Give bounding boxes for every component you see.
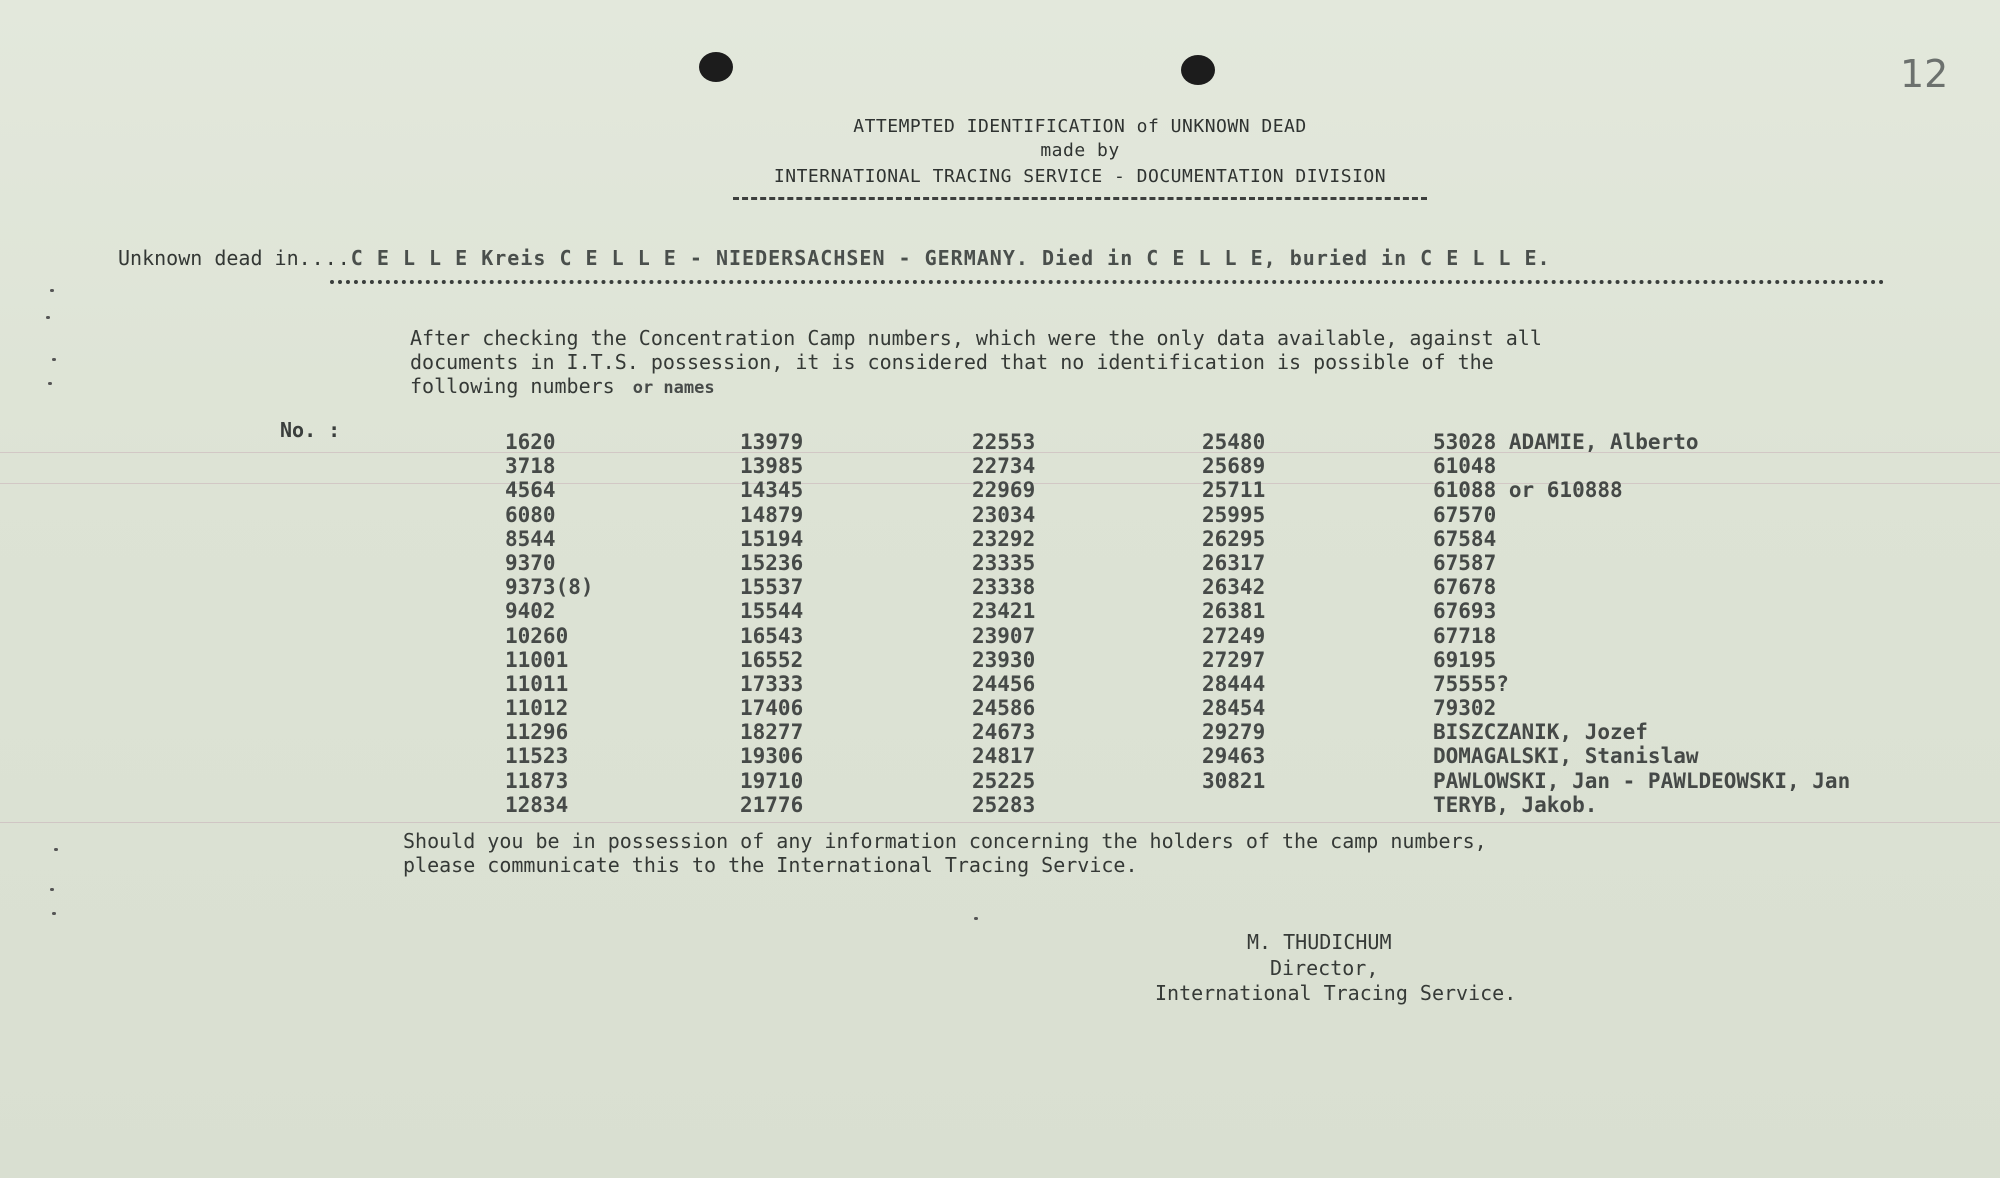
camp-number: 14345 [740,478,804,503]
camp-number-entry: 67693 [1433,599,1497,624]
camp-number: 29279 [1202,720,1266,745]
numbers-names-column-5 [1433,430,1850,817]
unknown-dead-label: Unknown dead in [118,246,299,270]
camp-number: 26317 [1202,550,1266,575]
margin-mark [52,912,56,915]
numbers-column-1 [505,430,594,817]
margin-mark [48,382,52,385]
camp-number-entry: 61088 or 610888 [1433,478,1623,503]
punch-hole-left [699,52,733,82]
signatory-organization: International Tracing Service. [1155,981,1517,1005]
camp-number-entry: 67587 [1433,550,1497,575]
dotted-leader-rule [330,280,1885,284]
name-entry: TERYB, Jakob. [1433,792,1598,817]
unknown-dead-line [118,246,1551,270]
name-entry: DOMAGALSKI, Stanislaw [1433,744,1699,769]
camp-number: 23034 [972,502,1036,527]
camp-number: 13985 [740,454,804,479]
margin-mark [974,917,978,920]
camp-number: 23421 [972,599,1036,624]
numbers-column-4 [1202,430,1265,793]
numbers-column-2 [740,430,803,817]
camp-number: 10260 [505,623,569,648]
unknown-dead-place: C E L L E Kreis C E L L E - NIEDERSACHSEN - GERMANY. Died in C E L L E, buried in C E L L E. [350,246,1551,270]
camp-number: 19710 [740,768,804,793]
camp-number: 26342 [1202,575,1266,600]
camp-number: 11873 [505,768,569,793]
camp-number: 28454 [1202,696,1266,721]
camp-number: 11011 [505,671,569,696]
camp-number: 16543 [740,623,804,648]
camp-number: 24456 [972,671,1036,696]
camp-number: 3718 [505,454,556,479]
camp-number: 15194 [740,526,804,551]
page-number: 12 [1900,52,1949,96]
camp-number: 8544 [505,526,556,551]
name-entry: BISZCZANIK, Jozef [1433,720,1648,745]
camp-number: 11523 [505,744,569,769]
camp-number: 30821 [1202,768,1266,793]
intro-line-2: documents in I.T.S. possession, it is considered that no identification is possible of the [410,350,1494,374]
name-entry: PAWLOWSKI, Jan - PAWLDEOWSKI, Jan [1433,768,1851,793]
signatory-title: Director, [1270,956,1379,980]
camp-number: 1620 [505,430,556,454]
document-organization: INTERNATIONAL TRACING SERVICE - DOCUMENTATION DIVISION [773,166,1387,187]
camp-number: 25480 [1202,430,1266,454]
camp-number: 16552 [740,647,804,672]
camp-number: 17406 [740,696,804,721]
camp-number: 23930 [972,647,1036,672]
numbers-label: No. : [280,418,341,442]
camp-number: 23292 [972,526,1036,551]
camp-number-entry: 75555? [1433,671,1509,696]
camp-number-entry: 67570 [1433,502,1497,527]
title-underline [733,197,1427,200]
camp-number-entry: 67584 [1433,526,1497,551]
camp-number-entry: 67678 [1433,575,1497,600]
camp-number: 9370 [505,550,556,575]
camp-number: 26381 [1202,599,1266,624]
camp-number: 19306 [740,744,804,769]
camp-number: 22969 [972,478,1036,503]
camp-number-entry: 53028 ADAMIE, Alberto [1433,430,1699,454]
camp-number: 24673 [972,720,1036,745]
punch-hole-right [1181,55,1215,85]
camp-number: 17333 [740,671,804,696]
camp-number: 26295 [1202,526,1266,551]
camp-number-entry: 69195 [1433,647,1497,672]
camp-number: 15537 [740,575,804,600]
camp-number: 22734 [972,454,1036,479]
camp-number: 11296 [505,720,569,745]
camp-number: 6080 [505,502,556,527]
camp-number: 27249 [1202,623,1266,648]
camp-number: 9373(8) [505,575,594,600]
signatory-name: M. THUDICHUM [1247,930,1392,954]
margin-mark [52,358,56,361]
document-title: ATTEMPTED IDENTIFICATION of UNKNOWN DEAD [853,116,1307,137]
leader-dots: .... [298,246,351,270]
camp-number: 27297 [1202,647,1266,672]
camp-number: 13979 [740,430,804,454]
camp-number: 22553 [972,430,1036,454]
ruled-line [0,822,2000,823]
camp-number: 24586 [972,696,1036,721]
camp-number: 11012 [505,696,569,721]
camp-number: 25283 [972,792,1036,817]
camp-number: 25689 [1202,454,1266,479]
closing-line-2: please communicate this to the International Tracing Service. [403,853,1138,877]
margin-mark [46,316,50,319]
camp-number: 9402 [505,599,556,624]
camp-number: 21776 [740,792,804,817]
intro-following-numbers: following numbers [410,374,615,398]
camp-number: 4564 [505,478,556,503]
camp-number: 25225 [972,768,1036,793]
camp-number: 15544 [740,599,804,624]
camp-number: 25711 [1202,478,1266,503]
intro-line-1: After checking the Concentration Camp numbers, which were the only data available, against all [410,326,1542,350]
document-subtitle: made by [1040,140,1120,161]
camp-number: 25995 [1202,502,1266,527]
or-names-note: or names [632,378,715,398]
margin-mark [54,848,58,851]
camp-number-entry: 67718 [1433,623,1497,648]
camp-number: 23907 [972,623,1036,648]
camp-number: 23338 [972,575,1036,600]
closing-line-1: Should you be in possession of any information concerning the holders of the camp numbers, [403,829,1487,853]
numbers-column-3 [972,430,1035,817]
camp-number: 28444 [1202,671,1266,696]
intro-line-3 [410,374,715,400]
margin-mark [50,888,54,891]
camp-number: 24817 [972,744,1036,769]
camp-number: 12834 [505,792,569,817]
camp-number: 29463 [1202,744,1266,769]
camp-number: 14879 [740,502,804,527]
camp-number-entry: 79302 [1433,696,1497,721]
margin-mark [50,289,54,292]
camp-number: 18277 [740,720,804,745]
camp-number: 15236 [740,550,804,575]
camp-number: 11001 [505,647,569,672]
camp-number: 23335 [972,550,1036,575]
camp-number-entry: 61048 [1433,454,1497,479]
